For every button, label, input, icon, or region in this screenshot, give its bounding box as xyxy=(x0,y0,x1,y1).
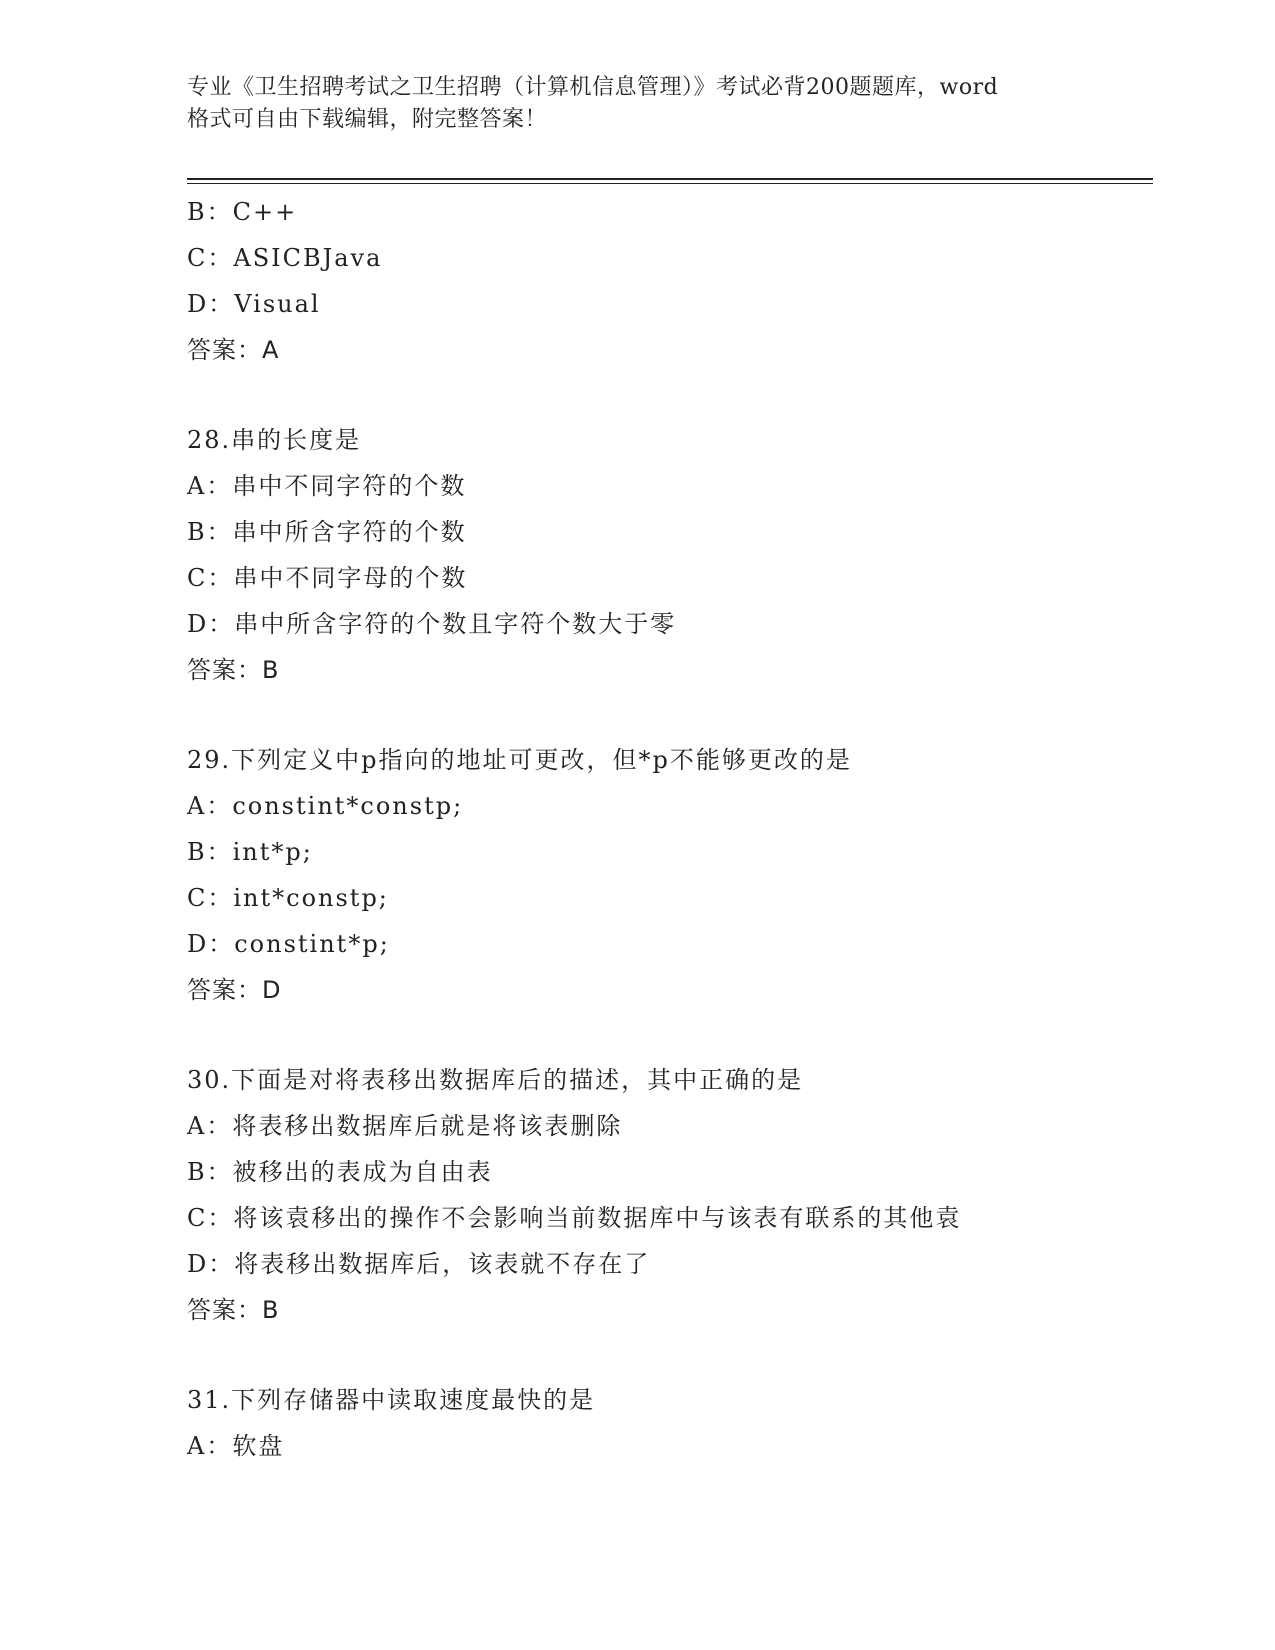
option-c: C：ASICBJava xyxy=(187,244,383,272)
option-d: D：将表移出数据库后，该表就不存在了 xyxy=(187,1250,651,1278)
question-title: 31.下列存储器中读取速度最快的是 xyxy=(187,1386,596,1414)
header-line-2: 格式可自由下载编辑，附完整答案！ xyxy=(187,107,548,132)
option-a: A：软盘 xyxy=(187,1432,285,1460)
option-a: A：串中不同字符的个数 xyxy=(187,472,467,500)
option-b: B：被移出的表成为自由表 xyxy=(187,1158,493,1186)
question-title: 30.下面是对将表移出数据库后的描述，其中正确的是 xyxy=(187,1066,804,1094)
option-b: B：C++ xyxy=(187,198,298,226)
header-divider-thick xyxy=(187,178,1153,180)
option-d: D：Visual xyxy=(187,290,321,318)
option-b: B：int*p; xyxy=(187,838,313,866)
answer-line: 答案：D xyxy=(187,976,282,1004)
option-c: C：串中不同字母的个数 xyxy=(187,564,468,592)
option-c: C：int*constp; xyxy=(187,884,389,912)
option-b: B：串中所含字符的个数 xyxy=(187,518,467,546)
answer-line: 答案：B xyxy=(187,656,280,684)
question-29 xyxy=(187,737,1153,1013)
header-line-1: 专业《卫生招聘考试之卫生招聘（计算机信息管理）》考试必背200题题库，word xyxy=(187,75,999,100)
option-d: D：constint*p; xyxy=(187,930,390,958)
option-d: D：串中所含字符的个数且字符个数大于零 xyxy=(187,610,677,638)
question-continuation xyxy=(187,189,1153,373)
header-divider-thin xyxy=(187,183,1153,184)
question-28 xyxy=(187,417,1153,693)
question-title: 29.下列定义中p指向的地址可更改，但*p不能够更改的是 xyxy=(187,746,852,774)
question-31 xyxy=(187,1377,1153,1469)
option-a: A：constint*constp; xyxy=(187,792,464,820)
option-c: C：将该袁移出的操作不会影响当前数据库中与该表有联系的其他袁 xyxy=(187,1204,962,1232)
question-30 xyxy=(187,1057,1153,1333)
option-a: A：将表移出数据库后就是将该表删除 xyxy=(187,1112,623,1140)
document-header xyxy=(187,72,1087,136)
answer-line: 答案：A xyxy=(187,336,280,364)
answer-line: 答案：B xyxy=(187,1296,280,1324)
question-title: 28.串的长度是 xyxy=(187,426,362,454)
question-list xyxy=(187,189,1153,1469)
